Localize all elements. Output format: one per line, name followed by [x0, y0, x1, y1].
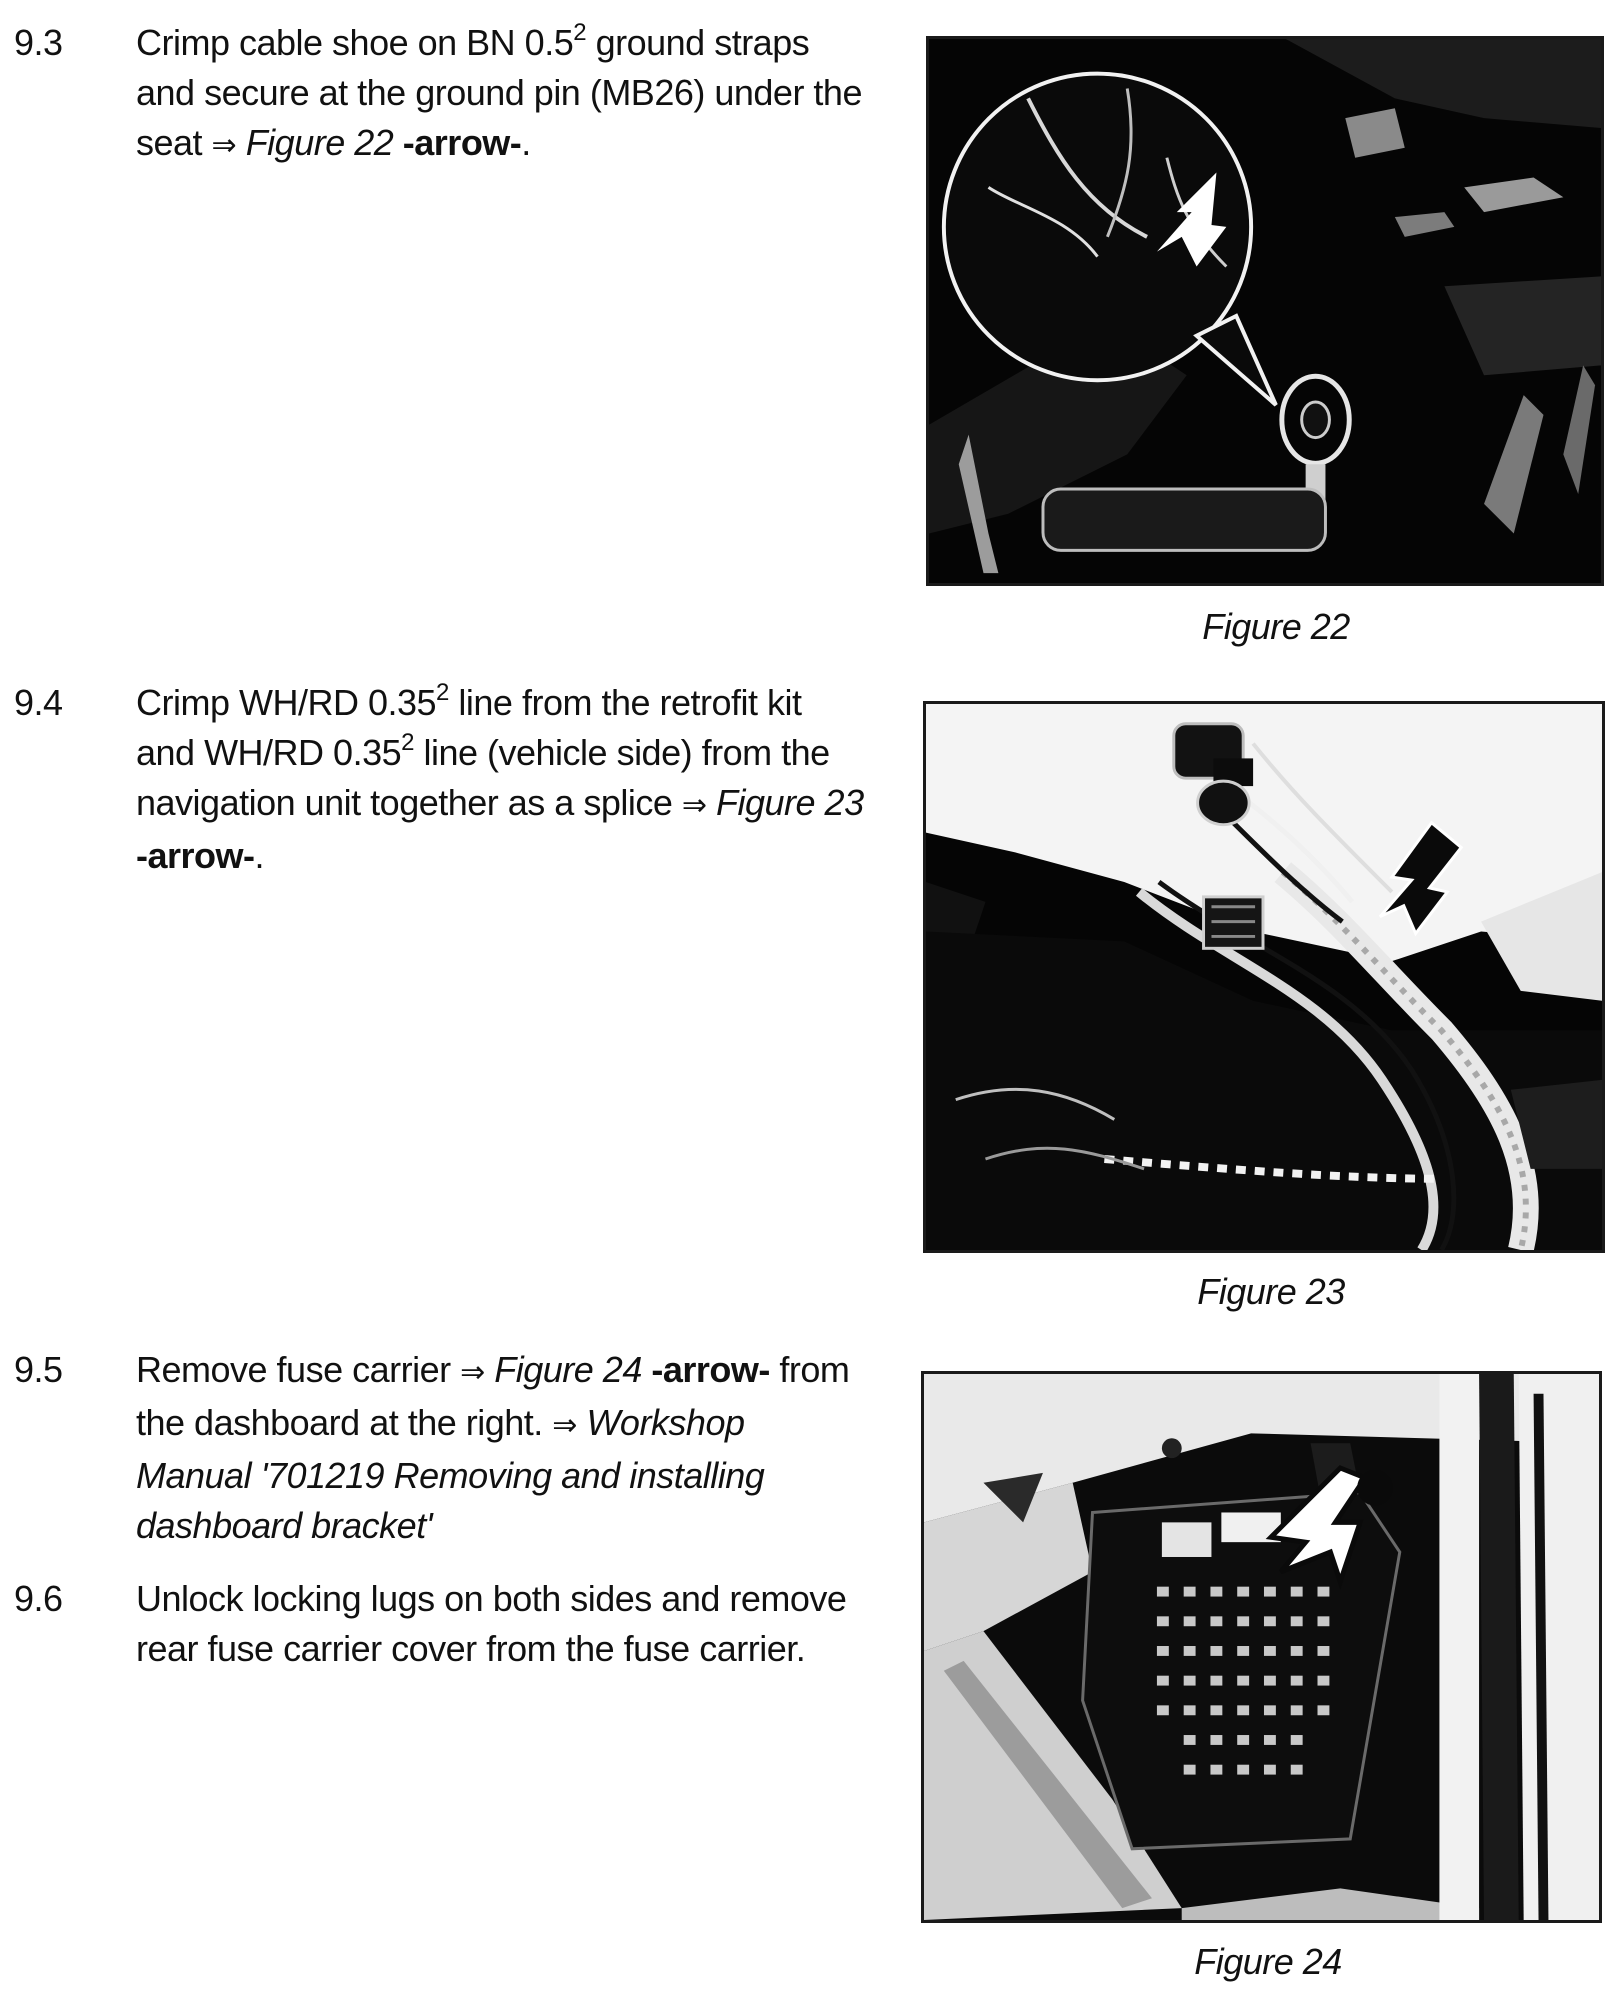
- fuse-carrier-photo: [924, 1374, 1599, 1920]
- superscript-2: 2: [436, 679, 449, 706]
- step-text-segment: line from the retrofit kit and WH/RD 0.35: [136, 682, 802, 773]
- step-text-segment: Crimp cable shoe on BN 0.5: [136, 22, 574, 63]
- double-arrow-icon: ⇒: [460, 1355, 485, 1390]
- step-text: [136, 18, 866, 171]
- step-number: 9.3: [14, 22, 63, 63]
- superscript-2: 2: [401, 729, 414, 756]
- step-text-segment: .: [521, 122, 531, 163]
- ground-pin-photo: [929, 39, 1601, 583]
- step-text-segment: from the dashboard at the right.: [136, 1349, 850, 1443]
- figure-23-photo: [923, 701, 1605, 1253]
- step-9-3: [0, 18, 880, 178]
- arrow-reference: -arrow-: [136, 835, 255, 876]
- figure-22-caption: Figure 22: [1202, 606, 1350, 647]
- figure-24-caption: Figure 24: [1194, 1941, 1342, 1982]
- step-text-segment: Crimp WH/RD 0.35: [136, 682, 437, 723]
- step-text: [136, 678, 866, 881]
- step-9-4: [0, 678, 880, 888]
- double-arrow-icon: ⇒: [552, 1408, 577, 1443]
- figure-reference: Figure 24: [484, 1349, 642, 1390]
- double-arrow-icon: ⇒: [211, 128, 237, 163]
- step-number: 9.4: [14, 682, 63, 723]
- step-text-segment: Remove fuse carrier: [136, 1349, 461, 1390]
- splice-wiring-photo: [926, 704, 1602, 1250]
- step-9-5: [0, 1345, 880, 1555]
- figure-22-photo: [926, 36, 1604, 586]
- figure-reference: Figure 22: [236, 122, 394, 163]
- step-text: [136, 1345, 866, 1551]
- step-number: 9.6: [14, 1578, 63, 1619]
- step-text-segment: ground straps and secure at the ground pin (MB26) under the seat: [136, 22, 862, 163]
- step-9-6: [0, 1574, 880, 1684]
- superscript-2: 2: [573, 19, 587, 46]
- step-text-segment: line (vehicle side) from the navigation unit together as a splice: [136, 732, 830, 823]
- double-arrow-icon: ⇒: [681, 788, 707, 823]
- step-text-segment: .: [254, 835, 265, 876]
- figure-reference: Figure 23: [706, 782, 864, 823]
- figure-reference: Workshop Manual '701219 Removing and installing dashboard bracket': [136, 1402, 765, 1546]
- arrow-reference: -arrow-: [641, 1349, 770, 1390]
- arrow-reference: -arrow-: [393, 122, 522, 163]
- figure-23-caption: Figure 23: [1197, 1271, 1345, 1312]
- figure-24-photo: [921, 1371, 1602, 1923]
- step-number: 9.5: [14, 1349, 63, 1390]
- step-text: [136, 1574, 866, 1674]
- step-text-segment: Unlock locking lugs on both sides and remove rear fuse carrier cover from the fuse carrier.: [136, 1578, 847, 1669]
